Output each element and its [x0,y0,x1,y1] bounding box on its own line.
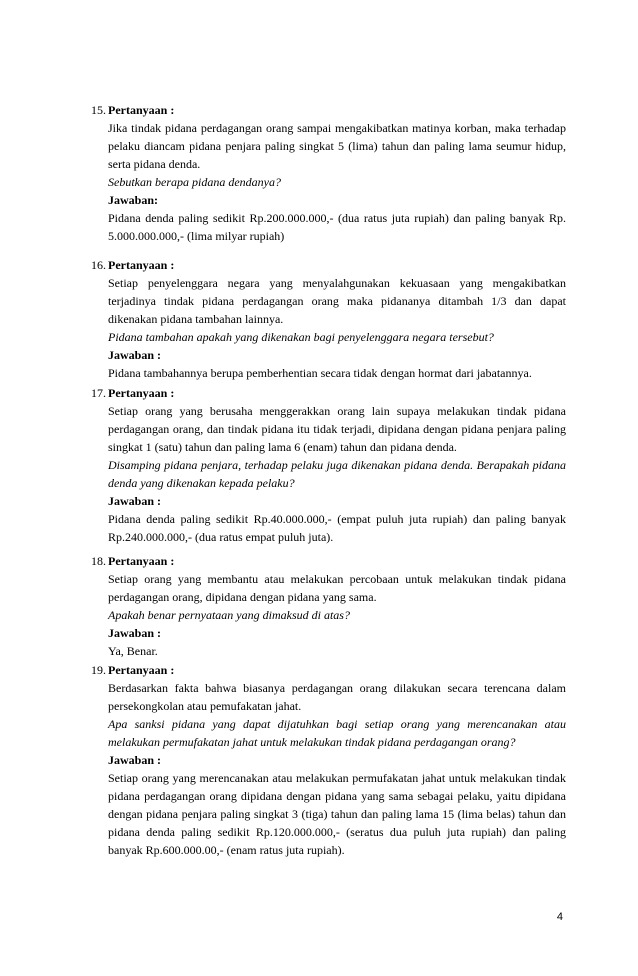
qa-body [108,119,566,245]
question-text: Sebutkan berapa pidana dendanya? [108,175,281,189]
question-heading: Pertanyaan : [108,663,175,677]
question-heading: Pertanyaan : [108,386,175,400]
answer-label: Jawaban: [108,193,159,207]
qa-item-16 [91,256,566,382]
item-number: 19. [91,663,106,677]
item-number: 15. [91,103,106,117]
qa-item-19 [91,661,566,859]
page-number: 4 [556,911,563,923]
statement-text: Setiap orang yang berusaha menggerakkan orang lain supaya melakukan tindak pidana perdagangan orang, dan tindak pidana itu tidak terjadi, dipidana dengan pidana penjara paling singkat 1 (satu) tahun dan paling lama 6 (enam) tahun dan pidana denda. [108,404,566,454]
qa-body [108,679,566,859]
answer-text: Pidana denda paling sedikit Rp.40.000.000,- (empat puluh juta rupiah) dan paling banyak Rp.240.000.000,- (dua ratus empat puluh juta). [108,512,566,544]
qa-body [108,274,566,382]
statement-text: Berdasarkan fakta bahwa biasanya perdagangan orang dilakukan secara terencana dalam persekongkolan atau pemufakatan jahat. [108,681,566,713]
qa-item-17 [91,384,566,546]
answer-label: Jawaban : [108,494,162,508]
question-text: Apakah benar pernyataan yang dimaksud di atas? [108,608,350,622]
item-number: 16. [91,258,106,272]
answer-text: Ya, Benar. [108,644,158,658]
qa-item-15 [91,101,566,245]
statement-text: Jika tindak pidana perdagangan orang sampai mengakibatkan matinya korban, maka terhadap pelaku diancam pidana penjara paling singkat 5 (lima) tahun dan paling lama seumur hidup, serta pidana denda. [108,121,566,171]
answer-text: Pidana denda paling sedikit Rp.200.000.000,- (dua ratus juta rupiah) dan paling banyak Rp. 5.000.000.000,- (lima milyar rupiah) [108,211,566,243]
qa-body [108,570,566,660]
question-text: Disamping pidana penjara, terhadap pelaku juga dikenakan pidana denda. Berapakah pidana denda yang dikenakan kepada pelaku? [108,458,566,490]
question-text: Apa sanksi pidana yang dapat dijatuhkan bagi setiap orang yang merencanakan atau melakukan permufakatan jahat untuk melakukan tindak pidana perdagangan orang? [108,717,566,749]
statement-text: Setiap penyelenggara negara yang menyalahgunakan kekuasaan yang mengakibatkan terjadinya tindak pidana perdagangan orang maka pidananya ditambah 1/3 dan dapat dikenakan pidana tambahan lainnya. [108,276,566,326]
question-heading: Pertanyaan : [108,258,175,272]
question-heading: Pertanyaan : [108,554,175,568]
qa-item-18 [91,552,566,660]
answer-text: Pidana tambahannya berupa pemberhentian secara tidak dengan hormat dari jabatannya. [108,366,532,380]
question-heading: Pertanyaan : [108,103,175,117]
question-text: Pidana tambahan apakah yang dikenakan bagi penyelenggara negara tersebut? [108,330,494,344]
answer-text: Setiap orang yang merencanakan atau melakukan permufakatan jahat untuk melakukan tindak pidana perdagangan orang dipidana dengan pidana yang sama sebagai pelaku, yaitu dipidana dengan pidana penjara paling singkat 3 (tiga) tahun dan paling lama 15 (lima belas) tahun dan pidana denda paling sedikit Rp.120.000.000,- (seratus dua puluh juta rupiah) dan paling banyak Rp.600.000.00,- (enam ratus juta rupiah). [108,771,566,857]
answer-label: Jawaban : [108,753,162,767]
item-number: 18. [91,554,106,568]
answer-label: Jawaban : [108,626,162,640]
qa-body [108,402,566,546]
answer-label: Jawaban : [108,348,162,362]
statement-text: Setiap orang yang membantu atau melakukan percobaan untuk melakukan tindak pidana perdagangan orang, dipidana dengan pidana yang sama. [108,572,566,604]
item-number: 17. [91,386,106,400]
